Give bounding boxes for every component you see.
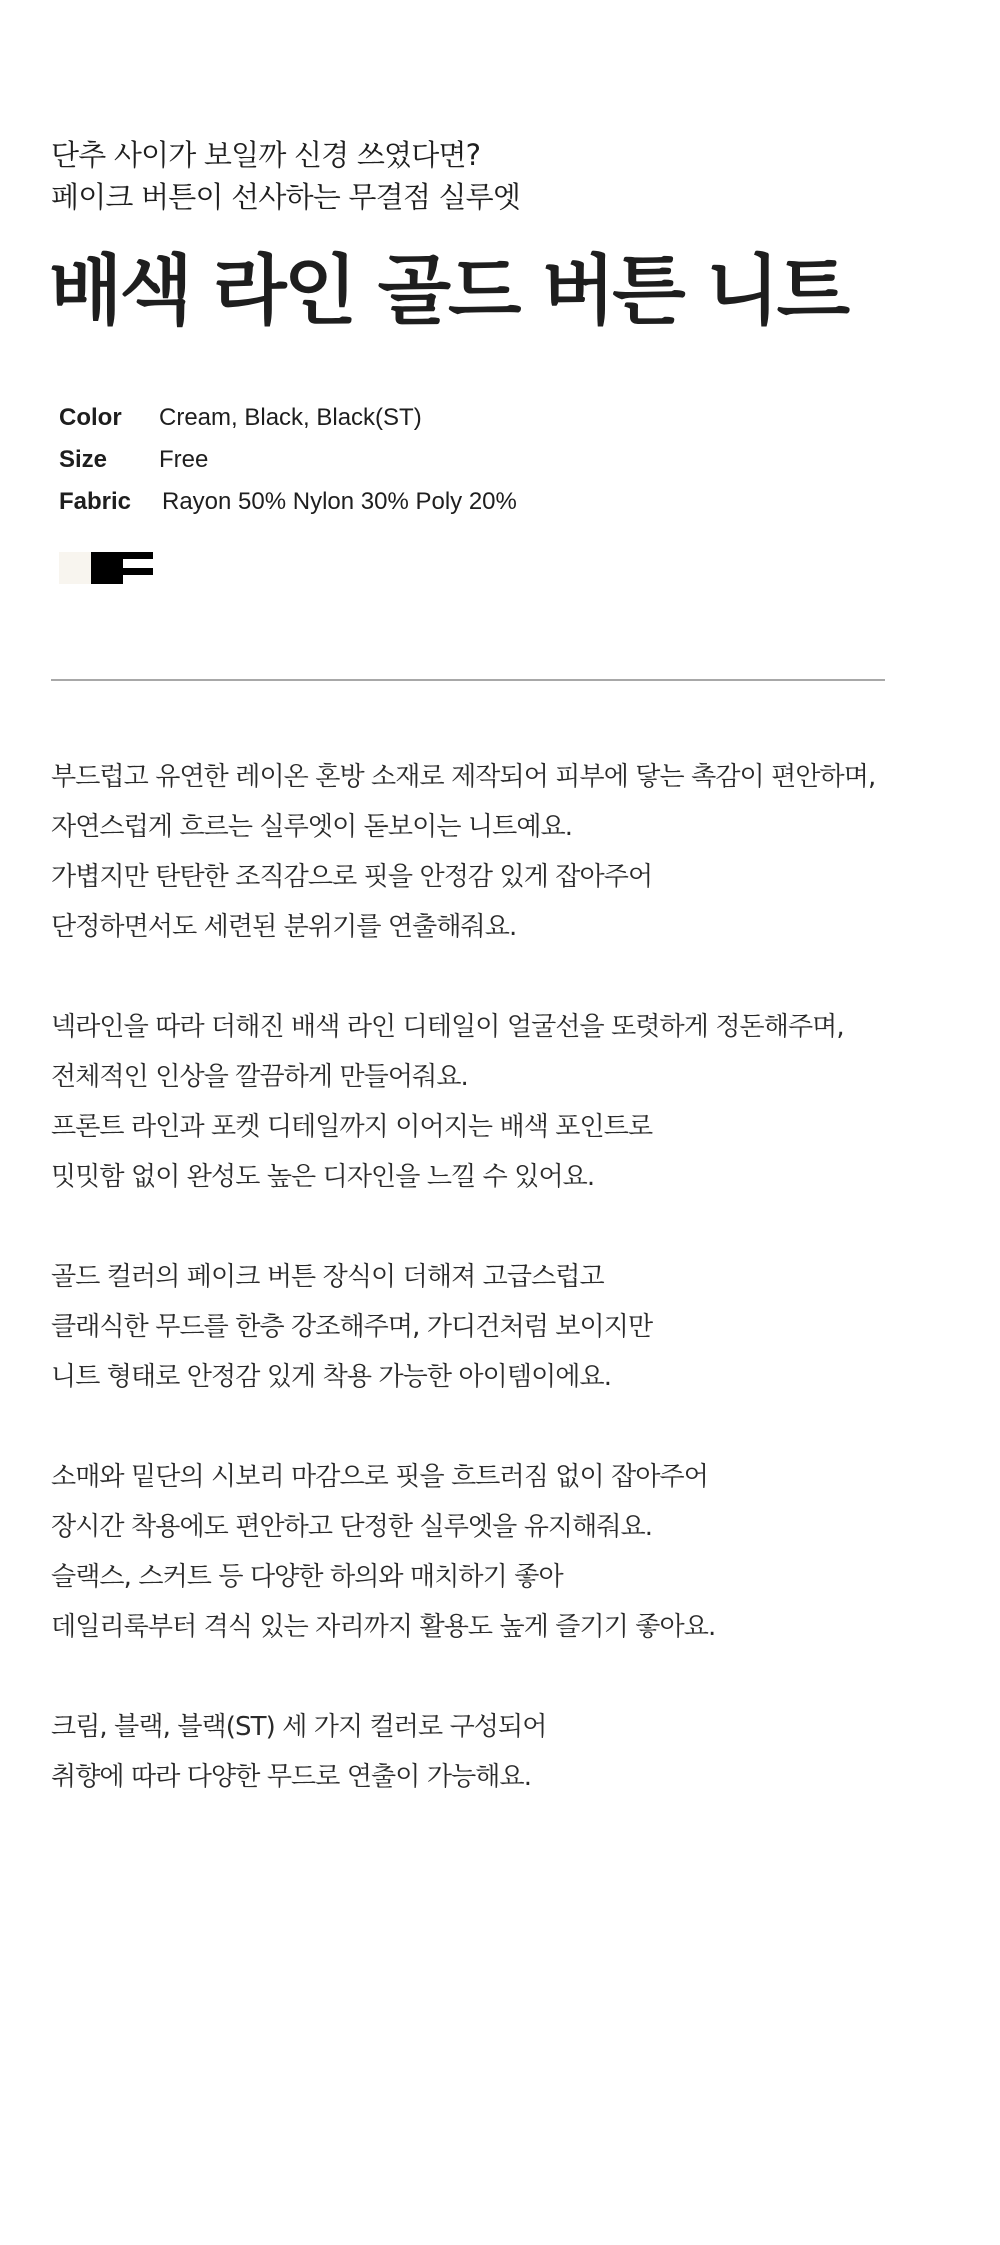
description-line: 자연스럽게 흐르는 실루엣이 돋보이는 니트예요. (51, 812, 573, 842)
product-subtitle (51, 134, 951, 218)
description-line: 프론트 라인과 포켓 디테일까지 이어지는 배색 포인트로 (51, 1112, 653, 1142)
spec-row-size (59, 446, 517, 488)
spec-value: Rayon 50% Nylon 30% Poly 20% (162, 488, 517, 515)
description-line: 소매와 밑단의 시보리 마감으로 핏을 흐트러짐 없이 잡아주어 (51, 1462, 708, 1492)
description-line: 슬랙스, 스커트 등 다양한 하의와 매치하기 좋아 (51, 1562, 563, 1592)
spec-row-color (59, 404, 517, 446)
description-paragraph (51, 1452, 951, 1652)
spec-label: Size (59, 446, 108, 473)
spec-value: Cream, Black, Black(ST) (159, 404, 422, 431)
description-line: 부드럽고 유연한 레이온 혼방 소재로 제작되어 피부에 닿는 촉감이 편안하며, (51, 762, 876, 792)
description-line: 클래식한 무드를 한층 강조해주며, 가디건처럼 보이지만 (51, 1312, 653, 1342)
spec-label: Color (59, 404, 122, 431)
description-line: 밋밋함 없이 완성도 높은 디자인을 느낄 수 있어요. (51, 1162, 595, 1192)
description-line: 단정하면서도 세련된 분위기를 연출해줘요. (51, 912, 517, 942)
swatch-cream (59, 552, 91, 584)
spec-label: Fabric (59, 488, 132, 515)
description-line: 가볍지만 탄탄한 조직감으로 핏을 안정감 있게 잡아주어 (51, 862, 653, 892)
swatch-black (91, 552, 123, 584)
subtitle-line: 단추 사이가 보일까 신경 쓰였다면? (51, 138, 481, 172)
spec-value: Free (159, 446, 209, 473)
product-description (51, 752, 951, 1852)
swatch-black-stripe (123, 552, 153, 584)
description-line: 크림, 블랙, 블랙(ST) 세 가지 컬러로 구성되어 (51, 1712, 547, 1742)
description-line: 골드 컬러의 페이크 버튼 장식이 더해져 고급스럽고 (51, 1262, 604, 1292)
subtitle-line: 페이크 버튼이 선사하는 무결점 실루엣 (51, 180, 521, 214)
description-line: 전체적인 인상을 깔끔하게 만들어줘요. (51, 1062, 468, 1092)
description-line: 취향에 따라 다양한 무드로 연출이 가능해요. (51, 1762, 532, 1792)
spec-row-fabric (59, 488, 517, 530)
description-paragraph (51, 1252, 951, 1402)
product-title: 배색 라인 골드 버튼 니트 (49, 246, 847, 335)
description-line: 니트 형태로 안정감 있게 착용 가능한 아이템이에요. (51, 1362, 612, 1392)
color-swatches (59, 552, 153, 584)
product-specs (59, 404, 517, 530)
description-paragraph (51, 752, 951, 952)
section-divider (51, 679, 885, 681)
description-paragraph (51, 1702, 951, 1802)
description-line: 장시간 착용에도 편안하고 단정한 실루엣을 유지해줘요. (51, 1512, 653, 1542)
description-paragraph (51, 1002, 951, 1202)
description-line: 데일리룩부터 격식 있는 자리까지 활용도 높게 즐기기 좋아요. (51, 1612, 716, 1642)
description-line: 넥라인을 따라 더해진 배색 라인 디테일이 얼굴선을 또렷하게 정돈해주며, (51, 1012, 844, 1042)
